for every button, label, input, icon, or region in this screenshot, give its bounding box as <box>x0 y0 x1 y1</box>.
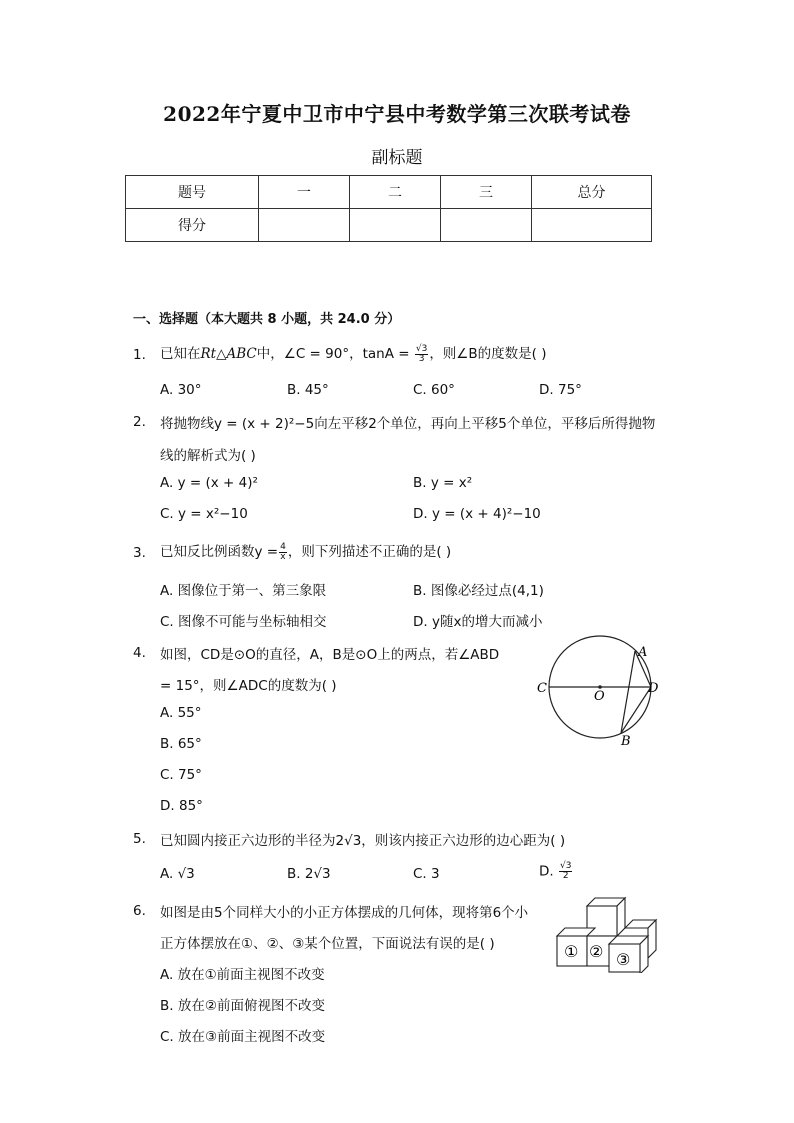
section-heading: 一、选择题（本大题共 8 小题，共 24.0 分） <box>133 312 401 327</box>
q5-d-fraction <box>559 862 572 881</box>
q3-option-a: A. 图像位于第一、第三象限 <box>160 583 327 599</box>
q1-option-a: A. 30° <box>160 382 202 398</box>
q1-frac-num: √3 <box>415 343 428 354</box>
q5-d-frac-num: √3 <box>559 861 572 871</box>
score-header-cell: 一 <box>259 176 350 209</box>
score-cell <box>259 209 350 242</box>
q6-option-a: A. 放在①前面主视图不改变 <box>160 967 325 983</box>
question-number: 3. <box>133 545 146 561</box>
q4-option-a: A. 55° <box>160 705 202 721</box>
q5-option-c: C. 3 <box>413 866 440 882</box>
q2-option-c: C. y = x²−10 <box>160 506 248 522</box>
question-6-line1: 如图是由5个同样大小的小正方体摆成的几何体，现将第6个小 <box>160 905 529 921</box>
cube-figure <box>553 893 663 973</box>
q3-pre: 已知反比例函数y = <box>160 544 279 560</box>
score-table-header-row <box>126 176 652 209</box>
question-4-line1: 如图，CD是⊙O的直径，A，B是⊙O上的两点，若∠ABD <box>160 647 500 663</box>
question-number: 4. <box>133 645 146 661</box>
question-3-stem <box>160 540 451 562</box>
q4-option-b: B. 65° <box>160 736 202 752</box>
question-5-stem: 已知圆内接正六边形的半径为2√3，则该内接正六边形的边心距为( ) <box>160 833 566 849</box>
q2-option-b: B. y = x² <box>413 475 473 491</box>
q5-option-d <box>539 862 573 881</box>
question-2-line2: 线的解析式为( ) <box>160 448 256 464</box>
q1-fraction <box>415 345 428 364</box>
score-table-row <box>126 209 652 242</box>
q5-option-d-label: D. <box>539 863 554 880</box>
q3-post: ，则下列描述不正确的是( ) <box>287 544 452 560</box>
circle-figure <box>535 630 665 750</box>
label-c: C <box>537 681 547 696</box>
q5-d-frac-den: 2 <box>562 871 569 881</box>
q6-option-b: B. 放在②前面俯视图不改变 <box>160 998 325 1014</box>
score-cell <box>441 209 532 242</box>
label-circle-1: ① <box>564 942 579 961</box>
score-table <box>125 175 652 242</box>
q1-option-d: D. 75° <box>539 382 582 398</box>
question-6-line2: 正方体摆放在①、②、③某个位置，下面说法有误的是( ) <box>160 936 495 952</box>
q5-option-b: B. 2√3 <box>287 866 331 882</box>
q4-option-c: C. 75° <box>160 767 202 783</box>
score-cell <box>350 209 441 242</box>
score-header-cell: 二 <box>350 176 441 209</box>
q3-fraction <box>279 543 287 562</box>
q3-option-c: C. 图像不可能与坐标轴相交 <box>160 614 327 630</box>
q1-mid: 中，∠C = 90°，tanA = <box>256 346 410 362</box>
question-4-line2: = 15°，则∠ADC的度数为( ) <box>160 678 337 694</box>
q1-option-b: B. 45° <box>287 382 329 398</box>
question-2-line1: 将抛物线y = (x + 2)²−5向左平移2个单位，再向上平移5个单位，平移后所得抛物 <box>160 416 656 432</box>
question-number: 1. <box>133 347 146 363</box>
q3-frac-den: x <box>280 551 286 562</box>
label-circle-3: ③ <box>616 950 631 969</box>
label-o: O <box>594 689 605 704</box>
q3-frac-num: 4 <box>280 541 286 552</box>
exam-subtitle: 副标题 <box>371 148 423 168</box>
q3-option-d: D. y随x的增大而减小 <box>413 614 543 630</box>
q6-option-c: C. 放在③前面主视图不改变 <box>160 1029 326 1045</box>
score-row-label: 得分 <box>126 209 259 242</box>
q2-option-d: D. y = (x + 4)²−10 <box>413 506 541 522</box>
score-cell <box>532 209 652 242</box>
q1-post: ，则∠B的度数是( ) <box>429 346 547 362</box>
question-number: 2. <box>133 414 146 430</box>
question-number: 6. <box>133 903 146 919</box>
q1-option-c: C. 60° <box>413 382 455 398</box>
label-b: B <box>621 734 631 749</box>
q2-option-a: A. y = (x + 4)² <box>160 475 258 491</box>
label-circle-2: ② <box>589 942 604 961</box>
label-d: D <box>648 681 659 696</box>
q4-option-d: D. 85° <box>160 798 203 814</box>
q5-option-a: A. √3 <box>160 866 195 882</box>
segment-ab <box>621 651 635 733</box>
score-header-cell: 题号 <box>126 176 259 209</box>
q1-pre: 已知在 <box>160 346 201 362</box>
q1-triangle: Rt△ABC <box>200 346 257 362</box>
q3-option-b: B. 图像必经过点(4,1) <box>413 583 544 599</box>
q1-frac-den: 3 <box>418 353 425 364</box>
exam-title: 2022年宁夏中卫市中宁县中考数学第三次联考试卷 <box>163 102 631 126</box>
label-a: A <box>638 645 648 660</box>
question-1-stem <box>160 342 547 364</box>
score-header-cell: 三 <box>441 176 532 209</box>
question-number: 5. <box>133 831 146 847</box>
score-header-cell: 总分 <box>532 176 652 209</box>
